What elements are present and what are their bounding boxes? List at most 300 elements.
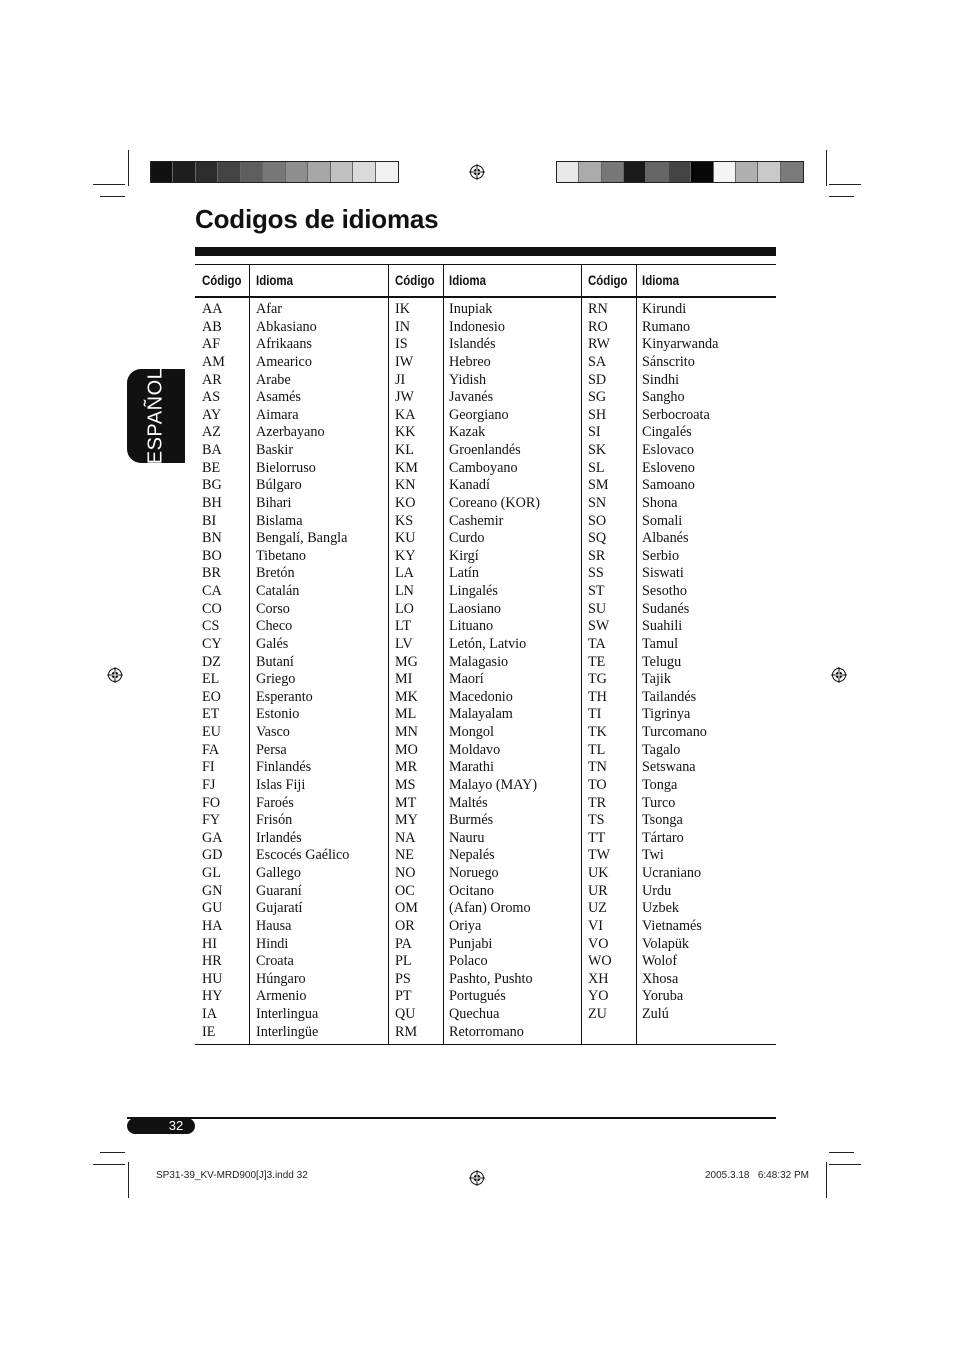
file-info: SP31-39_KV-MRD900[J]3.indd 32 [156, 1170, 308, 1181]
language-name: Tigrinya [642, 706, 691, 723]
language-name: Kanadí [449, 477, 490, 494]
language-code: UK [588, 865, 609, 881]
language-code: CY [202, 635, 222, 652]
language-code: KA [395, 406, 416, 423]
language-code: AR [202, 371, 222, 388]
gray-swatch [557, 162, 579, 182]
language-name: Ucraniano [642, 865, 702, 881]
language-name: Galés [256, 635, 289, 652]
language-name: Pashto, Pushto [449, 970, 533, 987]
language-name: Yoruba [642, 988, 684, 1005]
language-code: TH [588, 688, 607, 705]
language-name: Yidish [449, 371, 487, 388]
language-code: TL [588, 741, 606, 758]
language-code: AY [202, 406, 222, 423]
crop-mark [829, 1152, 854, 1153]
language-code: MN [395, 724, 418, 740]
language-code: BA [202, 442, 222, 458]
language-code: KO [395, 494, 416, 511]
gray-scale-bar-right [556, 161, 804, 183]
language-name: Oriya [449, 917, 482, 934]
language-code: LA [395, 565, 414, 582]
language-name: Vietnamés [642, 917, 702, 934]
language-name: Sangho [642, 389, 685, 406]
language-code: WO [588, 953, 612, 970]
language-name: Faroés [256, 794, 294, 811]
language-code: TT [588, 829, 606, 846]
language-name: Islandés [449, 336, 496, 353]
language-code: GD [202, 847, 223, 864]
language-code: FY [202, 812, 221, 829]
language-name: Georgiano [449, 406, 509, 423]
title-rule [195, 247, 776, 256]
language-code: SI [588, 424, 601, 441]
language-code: SS [588, 565, 604, 582]
language-name: Inupiak [449, 301, 493, 317]
language-name: Baskir [256, 442, 294, 458]
language-name: Checo [256, 618, 293, 635]
footer-rule [127, 1117, 776, 1119]
language-code: VI [588, 917, 603, 934]
language-name: Kinyarwanda [642, 336, 719, 353]
language-name: Islas Fiji [256, 776, 306, 793]
language-code: CA [202, 583, 222, 599]
code-column [395, 301, 418, 1041]
language-code: SK [588, 442, 607, 458]
language-code: SG [588, 389, 607, 406]
language-name: Tsonga [642, 812, 683, 829]
language-code: MK [395, 688, 418, 705]
registration-mark-icon [469, 164, 485, 180]
column-divider [636, 265, 637, 1044]
column-divider [581, 265, 582, 1044]
header-code: Código [202, 272, 242, 288]
language-code: TA [588, 635, 606, 652]
language-name: Setswana [642, 759, 696, 776]
language-code: KY [395, 547, 416, 564]
language-name: Urdu [642, 882, 672, 899]
gray-swatch [196, 162, 218, 182]
language-code: KM [395, 459, 418, 476]
language-code: AA [202, 301, 223, 317]
gray-swatch [646, 162, 668, 182]
language-name: Estonio [256, 706, 300, 723]
gray-swatch [691, 162, 713, 182]
language-name: Xhosa [642, 970, 679, 987]
language-code: PA [395, 935, 412, 952]
gray-swatch [736, 162, 758, 182]
language-name: Tonga [642, 776, 678, 793]
header-language: Idioma [449, 272, 487, 288]
page-number-badge [127, 1118, 195, 1134]
language-name: Húngaro [256, 970, 306, 987]
language-name: Amearico [256, 353, 312, 370]
language-code: CO [202, 600, 222, 617]
language-name: Corso [256, 600, 290, 617]
crop-mark [128, 150, 129, 186]
crop-mark [826, 150, 827, 186]
language-column [449, 301, 540, 1041]
language-code: RM [395, 1023, 418, 1040]
language-name: Burmés [449, 812, 494, 829]
language-code: SU [588, 600, 607, 617]
language-code: AS [202, 389, 221, 406]
gray-swatch [758, 162, 780, 182]
language-code: BI [202, 512, 217, 529]
gray-swatch [376, 162, 398, 182]
language-name: Ocitano [449, 882, 494, 899]
gray-scale-bar-left [150, 161, 399, 183]
language-column [642, 301, 718, 1024]
language-name: Mongol [449, 724, 494, 740]
language-name: Sindhi [642, 371, 680, 388]
side-tab-label: ESPAÑOL [144, 367, 167, 465]
header-code: Código [588, 272, 628, 288]
gray-swatch [173, 162, 195, 182]
language-code: BH [202, 494, 222, 511]
header-code: Código [395, 272, 435, 288]
language-name: Cashemir [449, 512, 504, 529]
language-name: Noruego [449, 865, 499, 881]
language-code: MT [395, 794, 417, 811]
language-code: NO [395, 865, 416, 881]
language-code: ST [588, 583, 605, 599]
language-name: Persa [256, 741, 287, 758]
crop-mark [93, 184, 125, 185]
language-name: (Afan) Oromo [449, 900, 531, 917]
language-code: FJ [202, 776, 216, 793]
language-code: BG [202, 477, 222, 494]
language-code: PS [395, 970, 411, 987]
language-code: LN [395, 583, 414, 599]
language-name: Hausa [256, 917, 292, 934]
language-name: Malagasio [449, 653, 509, 670]
language-name: Curdo [449, 530, 485, 547]
language-name: Serbocroata [642, 406, 710, 423]
code-column [588, 301, 612, 1024]
language-code: CS [202, 618, 220, 635]
language-code: GU [202, 900, 223, 917]
language-name: Arabe [256, 371, 291, 388]
language-name: Shona [642, 494, 678, 511]
language-name: Tártaro [642, 829, 684, 846]
language-code: YO [588, 988, 609, 1005]
crop-mark [128, 1162, 129, 1198]
language-code: KK [395, 424, 416, 441]
language-code: KS [395, 512, 414, 529]
language-name: Polaco [449, 953, 488, 970]
language-name: Maorí [449, 671, 484, 688]
language-name: Sánscrito [642, 353, 695, 370]
language-name: Malayo (MAY) [449, 776, 538, 793]
language-code: GN [202, 882, 223, 899]
column-divider [388, 265, 389, 1044]
language-code: KN [395, 477, 416, 494]
language-name: Macedonio [449, 688, 513, 705]
language-code: SQ [588, 530, 607, 547]
language-name: Azerbayano [256, 424, 325, 441]
language-name: Serbio [642, 547, 680, 564]
language-name: Hindi [256, 935, 289, 952]
language-name: Escocés Gaélico [256, 847, 350, 864]
language-code: PL [395, 953, 412, 970]
language-name: Coreano (KOR) [449, 494, 541, 511]
language-name: Laosiano [449, 600, 502, 617]
gray-swatch [624, 162, 646, 182]
language-code: HU [202, 970, 223, 987]
column-divider [443, 265, 444, 1044]
language-name: Suahili [642, 618, 683, 635]
language-code: HY [202, 988, 223, 1005]
language-code: OC [395, 882, 415, 899]
language-name: Letón, Latvio [449, 635, 527, 652]
language-name: Malayalam [449, 706, 513, 723]
language-name: Nepalés [449, 847, 495, 864]
language-code: VO [588, 935, 609, 952]
language-code: HR [202, 953, 222, 970]
gray-swatch [308, 162, 330, 182]
language-code: SA [588, 353, 607, 370]
language-name: Tagalo [642, 741, 681, 758]
language-name: Afar [256, 301, 282, 317]
language-name: Samoano [642, 477, 695, 494]
language-name: Quechua [449, 1006, 500, 1022]
language-name: Finlandés [256, 759, 312, 776]
language-code: JW [395, 389, 414, 406]
language-name: Guaraní [256, 882, 302, 899]
language-code: RN [588, 301, 608, 317]
language-code: BR [202, 565, 221, 582]
gray-swatch [714, 162, 736, 182]
language-name: Tamul [642, 635, 679, 652]
gray-swatch [353, 162, 375, 182]
language-code: OR [395, 917, 415, 934]
language-code: NE [395, 847, 414, 864]
language-code: BO [202, 547, 222, 564]
language-code: TI [588, 706, 602, 723]
language-name: Croata [256, 953, 294, 970]
language-name: Groenlandés [449, 442, 521, 458]
language-code: MI [395, 671, 413, 688]
language-name: Portugués [449, 988, 506, 1005]
language-name: Abkasiano [256, 318, 317, 335]
language-code: RW [588, 336, 611, 353]
language-name: Moldavo [449, 741, 501, 758]
registration-mark-icon [469, 1170, 485, 1186]
language-code: IW [395, 353, 414, 370]
language-name: Bihari [256, 494, 292, 511]
language-code: TK [588, 724, 607, 740]
language-code: NA [395, 829, 416, 846]
language-name: Zulú [642, 1006, 669, 1022]
language-name: Somali [642, 512, 683, 529]
language-name: Griego [256, 671, 296, 688]
language-name: Nauru [449, 829, 485, 846]
language-code: BN [202, 530, 222, 547]
header-language: Idioma [642, 272, 680, 288]
language-code: TE [588, 653, 606, 670]
language-code: PT [395, 988, 412, 1005]
language-code: SH [588, 406, 607, 423]
crop-mark [100, 196, 125, 197]
crop-mark [829, 196, 854, 197]
header-language: Idioma [256, 272, 294, 288]
language-name: Turco [642, 794, 676, 811]
language-code: AM [202, 353, 225, 370]
language-code: AZ [202, 424, 221, 441]
language-code: MR [395, 759, 418, 776]
language-code: IN [395, 318, 410, 335]
language-code: HI [202, 935, 217, 952]
language-name: Maltés [449, 794, 488, 811]
language-name: Bengalí, Bangla [256, 530, 348, 547]
language-name: Wolof [642, 953, 678, 970]
registration-mark-icon [831, 667, 847, 683]
code-column [202, 301, 225, 1041]
language-code: SN [588, 494, 607, 511]
language-name: Tajik [642, 671, 671, 688]
language-code: BE [202, 459, 221, 476]
language-code: TW [588, 847, 611, 864]
language-name: Gallego [256, 865, 301, 881]
language-name: Armenio [256, 988, 307, 1005]
language-code: AF [202, 336, 221, 353]
language-code: LV [395, 635, 413, 652]
language-column [256, 301, 349, 1041]
language-code: IA [202, 1006, 217, 1022]
language-name: Punjabi [449, 935, 493, 952]
language-name: Twi [642, 847, 664, 864]
language-code: SD [588, 371, 607, 388]
language-code: ET [202, 706, 220, 723]
language-code: ZU [588, 1006, 607, 1022]
language-name: Hebreo [449, 353, 491, 370]
page-title: Codigos de idiomas [195, 204, 439, 234]
language-name: Kirgí [449, 547, 479, 564]
language-name: Gujaratí [256, 900, 303, 917]
language-code-table [195, 264, 776, 1045]
language-code: KU [395, 530, 416, 547]
language-code: UR [588, 882, 608, 899]
language-code: HA [202, 917, 223, 934]
language-name: Irlandés [256, 829, 302, 846]
language-name: Albanés [642, 530, 689, 547]
gray-swatch [579, 162, 601, 182]
language-code: EO [202, 688, 221, 705]
language-name: Eslovaco [642, 442, 695, 458]
column-divider [249, 265, 250, 1044]
language-name: Turcomano [642, 724, 707, 740]
language-name: Catalán [256, 583, 300, 599]
language-code: SM [588, 477, 609, 494]
language-name: Tailandés [642, 688, 697, 705]
language-name: Vasco [256, 724, 290, 740]
language-code: SL [588, 459, 605, 476]
language-name: Rumano [642, 318, 691, 335]
language-code: SR [588, 547, 606, 564]
language-code: TR [588, 794, 607, 811]
crop-mark [100, 1152, 125, 1153]
language-name: Butaní [256, 653, 294, 670]
language-code: EU [202, 724, 221, 740]
language-name: Búlgaro [256, 477, 302, 494]
language-name: Sudanés [642, 600, 690, 617]
language-code: FI [202, 759, 215, 776]
language-name: Volapük [642, 935, 690, 952]
language-code: AB [202, 318, 222, 335]
language-code: GL [202, 865, 221, 881]
language-name: Javanés [449, 389, 494, 406]
crop-mark [829, 184, 861, 185]
language-code: TS [588, 812, 605, 829]
language-code: JI [395, 371, 406, 388]
language-name: Asamés [256, 389, 301, 406]
language-code: TN [588, 759, 607, 776]
header-rule [195, 296, 776, 298]
language-name: Bislama [256, 512, 303, 529]
language-name: Latín [449, 565, 479, 582]
language-name: Siswati [642, 565, 684, 582]
language-code: FO [202, 794, 221, 811]
gray-swatch [286, 162, 308, 182]
language-code: IS [395, 336, 408, 353]
language-name: Uzbek [642, 900, 680, 917]
language-name: Frisón [256, 812, 293, 829]
language-name: Interlingüe [256, 1023, 319, 1040]
crop-mark [826, 1162, 827, 1198]
language-name: Esloveno [642, 459, 695, 476]
language-code: LO [395, 600, 414, 617]
language-code: EL [202, 671, 220, 688]
language-side-tab [127, 369, 185, 463]
gray-swatch [331, 162, 353, 182]
language-code: IE [202, 1023, 216, 1040]
language-name: Retorromano [449, 1023, 524, 1040]
gray-swatch [781, 162, 803, 182]
language-code: GA [202, 829, 223, 846]
language-code: SO [588, 512, 607, 529]
language-code: UZ [588, 900, 607, 917]
language-code: OM [395, 900, 418, 917]
language-name: Tibetano [256, 547, 306, 564]
language-code: LT [395, 618, 412, 635]
language-code: SW [588, 618, 610, 635]
page-number: 32 [168, 1118, 184, 1133]
gray-swatch [241, 162, 263, 182]
language-code: XH [588, 970, 609, 987]
language-name: Interlingua [256, 1006, 319, 1022]
crop-mark [829, 1164, 861, 1165]
language-name: Kazak [449, 424, 486, 441]
gray-swatch [602, 162, 624, 182]
gray-swatch [263, 162, 285, 182]
language-code: KL [395, 442, 414, 458]
language-name: Telugu [642, 653, 682, 670]
language-code: IK [395, 301, 410, 317]
language-name: Marathi [449, 759, 494, 776]
language-name: Kirundi [642, 301, 687, 317]
language-code: ML [395, 706, 417, 723]
language-code: QU [395, 1006, 416, 1022]
registration-mark-icon [107, 667, 123, 683]
language-name: Bielorruso [256, 459, 316, 476]
crop-mark [93, 1164, 125, 1165]
language-name: Lingalés [449, 583, 498, 599]
language-code: TO [588, 776, 607, 793]
language-code: FA [202, 741, 220, 758]
language-code: RO [588, 318, 608, 335]
language-name: Sesotho [642, 583, 687, 599]
